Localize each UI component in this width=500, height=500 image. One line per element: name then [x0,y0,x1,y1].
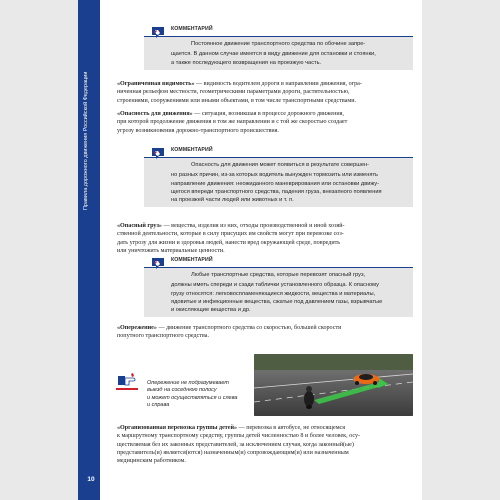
comment-text-line: грузу относятся: легковоспламеняющиеся жидкости, вещества и материалы, [171,290,376,297]
term: «Ограниченная видимость» [117,81,195,87]
definition-dangerous-cargo [117,222,413,255]
definition-text: строениями, сооружениями или иными объектами, в том числе транспортными средствами. [117,97,356,104]
comment-box-3 [144,256,413,317]
comment-box-2 [144,146,413,207]
definition-text: угрозу возникновения дорожно-транспортного происшествия. [117,127,279,134]
page-number: 10 [87,476,95,483]
definition-overtaking [117,324,413,341]
comment-box-1 [144,25,413,70]
comment-icon [151,257,165,270]
comment-text-line: и окисляющие вещества и др. [171,307,251,314]
comment-body-cont [144,50,413,70]
comment-icon [151,26,165,39]
definition-text: — ситуация, возникшая в процессе дорожного движения, [192,111,344,117]
definition-text: ственной деятельности, которые в силу присущих им свойств могут при перевозке соз- [117,231,344,238]
definition-text: — движение транспортного средства со скоростью, большей скорости [156,325,342,331]
comment-body [144,158,413,172]
comment-header [144,146,413,158]
definition-text: ществляемая без их законных представителей, за исключением случая, когда законный(ые) [117,441,354,448]
note-line: выезд на соседнюю полосу [147,387,217,394]
term: «Опасный груз» [117,223,162,229]
note-line: и может осуществляться и слева [147,394,238,401]
book-title: Правила дорожного движения Российской Федерации [83,71,89,210]
definition-text: к маршрутному транспортному средству, группы детей численностью 8 и более человек, осу- [117,433,361,440]
comment-text-line: на проезжей части людей или животных и т. п. [171,197,294,204]
comment-text-line: направление движения: неожиданного маневрирования или остановки движу- [171,180,380,187]
comment-body-cont [144,281,413,317]
definition-text: попутного транспортного средства. [117,333,209,340]
comment-body [144,37,413,51]
definition-text: или уничтожить материальные ценности. [117,247,225,254]
comment-header [144,256,413,268]
definition-limited-visibility [117,80,413,105]
term: «Организованная перевозка группы детей» [117,425,238,431]
definition-danger [117,110,413,135]
note-text [147,380,247,410]
definition-text: при которой продолжение движения в том же направлении и с той же скоростью создает [117,119,348,126]
definition-text: — вещества, изделия из них, отходы производственной и иной хозяй- [161,223,345,229]
comment-text-line: Постоянное движение транспортного средства по обочине запре- [191,41,366,47]
comment-text-line: Любые транспортные средства, которые перевозят опасный груз, [191,272,366,278]
definition-text: дать угрозу для жизни и здоровья людей, нанести вред окружающей среде, повредить [117,239,341,246]
definition-text: медицинским работником. [117,458,186,465]
comment-text-line: но разных причин, из-за которых водитель вынужден тормозить или изменять [171,172,379,179]
road-photo [254,354,413,416]
comment-header [144,25,413,37]
comment-text-line: ядовитые и инфекционные вещества, сжатые под давлением газы, взрывчатые [171,298,383,305]
comment-label: КОММЕНТАРИЙ [171,147,213,153]
comment-text-line: щегося впереди транспортного средства, падения груза, внезапного появления [171,188,382,195]
note-line: Опережение не подразумевает [147,380,230,386]
term: «Опережение» [117,325,157,331]
definition-text: — перевозка в автобусе, не относящемся [237,425,346,431]
definition-children-transport [117,424,413,465]
comment-label: КОММЕНТАРИЙ [171,26,213,32]
note-line: и справа [147,402,170,409]
comment-icon [151,147,165,160]
comment-body-cont [144,171,413,207]
comment-label: КОММЕНТАРИЙ [171,257,213,263]
comment-text-line: щается. В данном случае имеется в виду движение для остановки и стоянки, [171,51,376,58]
comment-text-line: Опасность для движения может появиться в результате совершен- [191,162,370,168]
term: «Опасность для движения» [117,111,193,117]
comment-text-line: должны иметь спереди и сзади таблички установленного образца. К опасному [171,282,379,289]
definition-text: — видимость водителем дороги в направлении движения, огра- [194,81,362,87]
blue-spine-bar [78,0,100,500]
definition-text: ниченная рельефом местности, геометрическими параметрами дороги, растительностью, [117,89,350,96]
comment-body [144,268,413,282]
note-red-mark [116,388,138,390]
definition-text: представитель(и) является(ются) назначенным(и) сопровождающим(и) или назначенным [117,449,349,456]
comment-text-line: а также последующего возвращения на проезжую часть. [171,59,322,66]
hand-pointer-icon [118,372,136,388]
page-content [117,0,413,500]
